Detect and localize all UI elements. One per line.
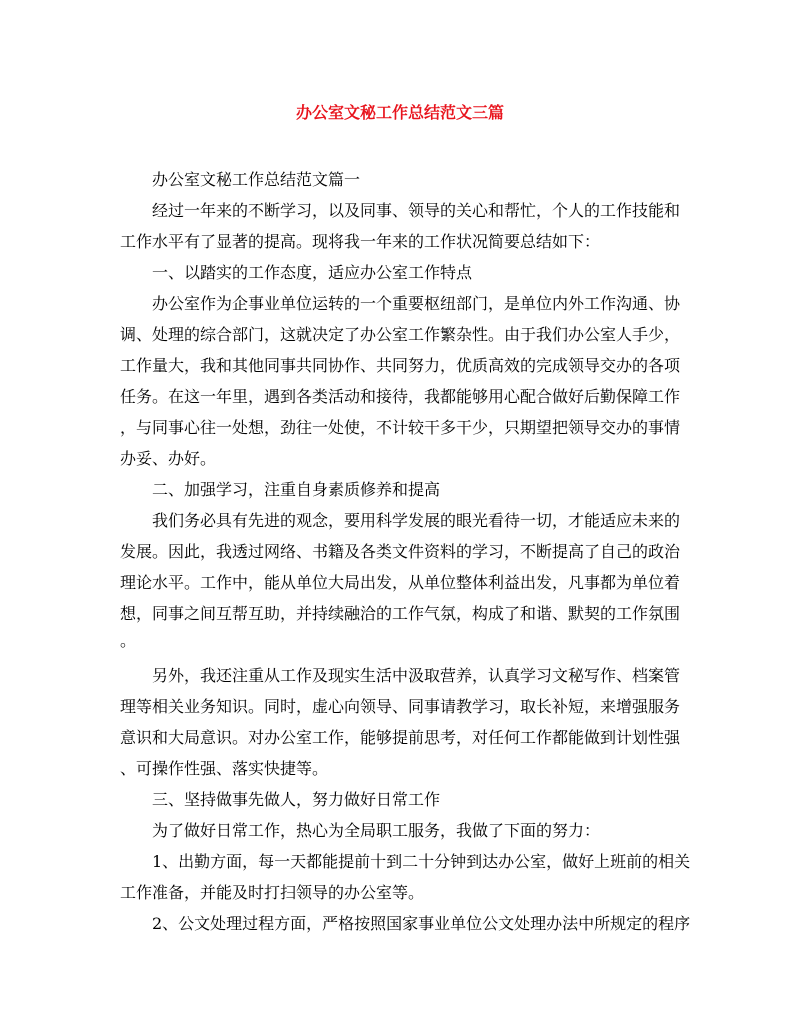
paragraph-line: 办公室作为企事业单位运转的一个重要枢纽部门，是单位内外工作沟通、协: [152, 294, 681, 313]
section-heading: 二、加强学习，注重自身素质修养和提高: [152, 480, 441, 499]
paragraph-line: 、可操作性强、落实快捷等。: [120, 759, 329, 778]
paragraph-line: 调、处理的综合部门，这就决定了办公室工作繁杂性。由于我们办公室人手少，: [120, 325, 681, 344]
paragraph-line: 为了做好日常工作，热心为全局职工服务，我做了下面的努力：: [152, 821, 601, 840]
paragraph-line: 工作量大，我和其他同事共同协作、共同努力，优质高效的完成领导交办的各项: [120, 356, 681, 375]
paragraph-line: 意识和大局意识。对办公室工作，能够提前思考，对任何工作都能做到计划性强: [120, 728, 681, 747]
paragraph-line: 理论水平。工作中，能从单位大局出发，从单位整体利益出发，凡事都为单位着: [120, 573, 681, 592]
paragraph-line: 我们务必具有先进的观念，要用科学发展的眼光看待一切，才能适应未来的: [152, 511, 681, 530]
section-heading: 三、坚持做事先做人，努力做好日常工作: [152, 790, 441, 809]
paragraph-line: 工作准备，并能及时打扫领导的办公室等。: [120, 883, 425, 902]
paragraph-line: ，与同事心往一处想，劲往一处使，不计较干多干少，只期望把领导交办的事情: [120, 418, 681, 437]
paragraph-line: 办妥、办好。: [120, 449, 217, 468]
paragraph-line: 另外，我还注重从工作及现实生活中汲取营养，认真学习文秘写作、档案管: [152, 666, 681, 685]
section-heading: 一、以踏实的工作态度，适应办公室工作特点: [152, 263, 473, 282]
paragraph-line: 想，同事之间互帮互助，并持续融洽的工作气氛，构成了和谐、默契的工作氛围: [120, 604, 681, 623]
paragraph-line: 任务。在这一年里，遇到各类活动和接待，我都能够用心配合做好后勤保障工作: [120, 387, 681, 406]
paragraph-line: 理等相关业务知识。同时，虚心向领导、同事请教学习，取长补短，来增强服务: [120, 697, 681, 716]
paragraph-line: 经过一年来的不断学习，以及同事、领导的关心和帮忙，个人的工作技能和: [152, 201, 681, 220]
section-heading: 办公室文秘工作总结范文篇一: [152, 170, 361, 189]
paragraph-line: 2、公文处理过程方面，严格按照国家事业单位公文处理办法中所规定的程序: [152, 914, 691, 933]
paragraph-line: 1、出勤方面，每一天都能提前十到二十分钟到达办公室，做好上班前的相关: [152, 852, 691, 871]
document-title: 办公室文秘工作总结范文三篇: [295, 103, 504, 122]
paragraph-line: 。: [120, 631, 137, 650]
paragraph-line: 发展。因此，我透过网络、书籍及各类文件资料的学习，不断提高了自己的政治: [120, 542, 681, 561]
paragraph-line: 工作水平有了显著的提高。现将我一年来的工作状况简要总结如下：: [120, 232, 601, 251]
